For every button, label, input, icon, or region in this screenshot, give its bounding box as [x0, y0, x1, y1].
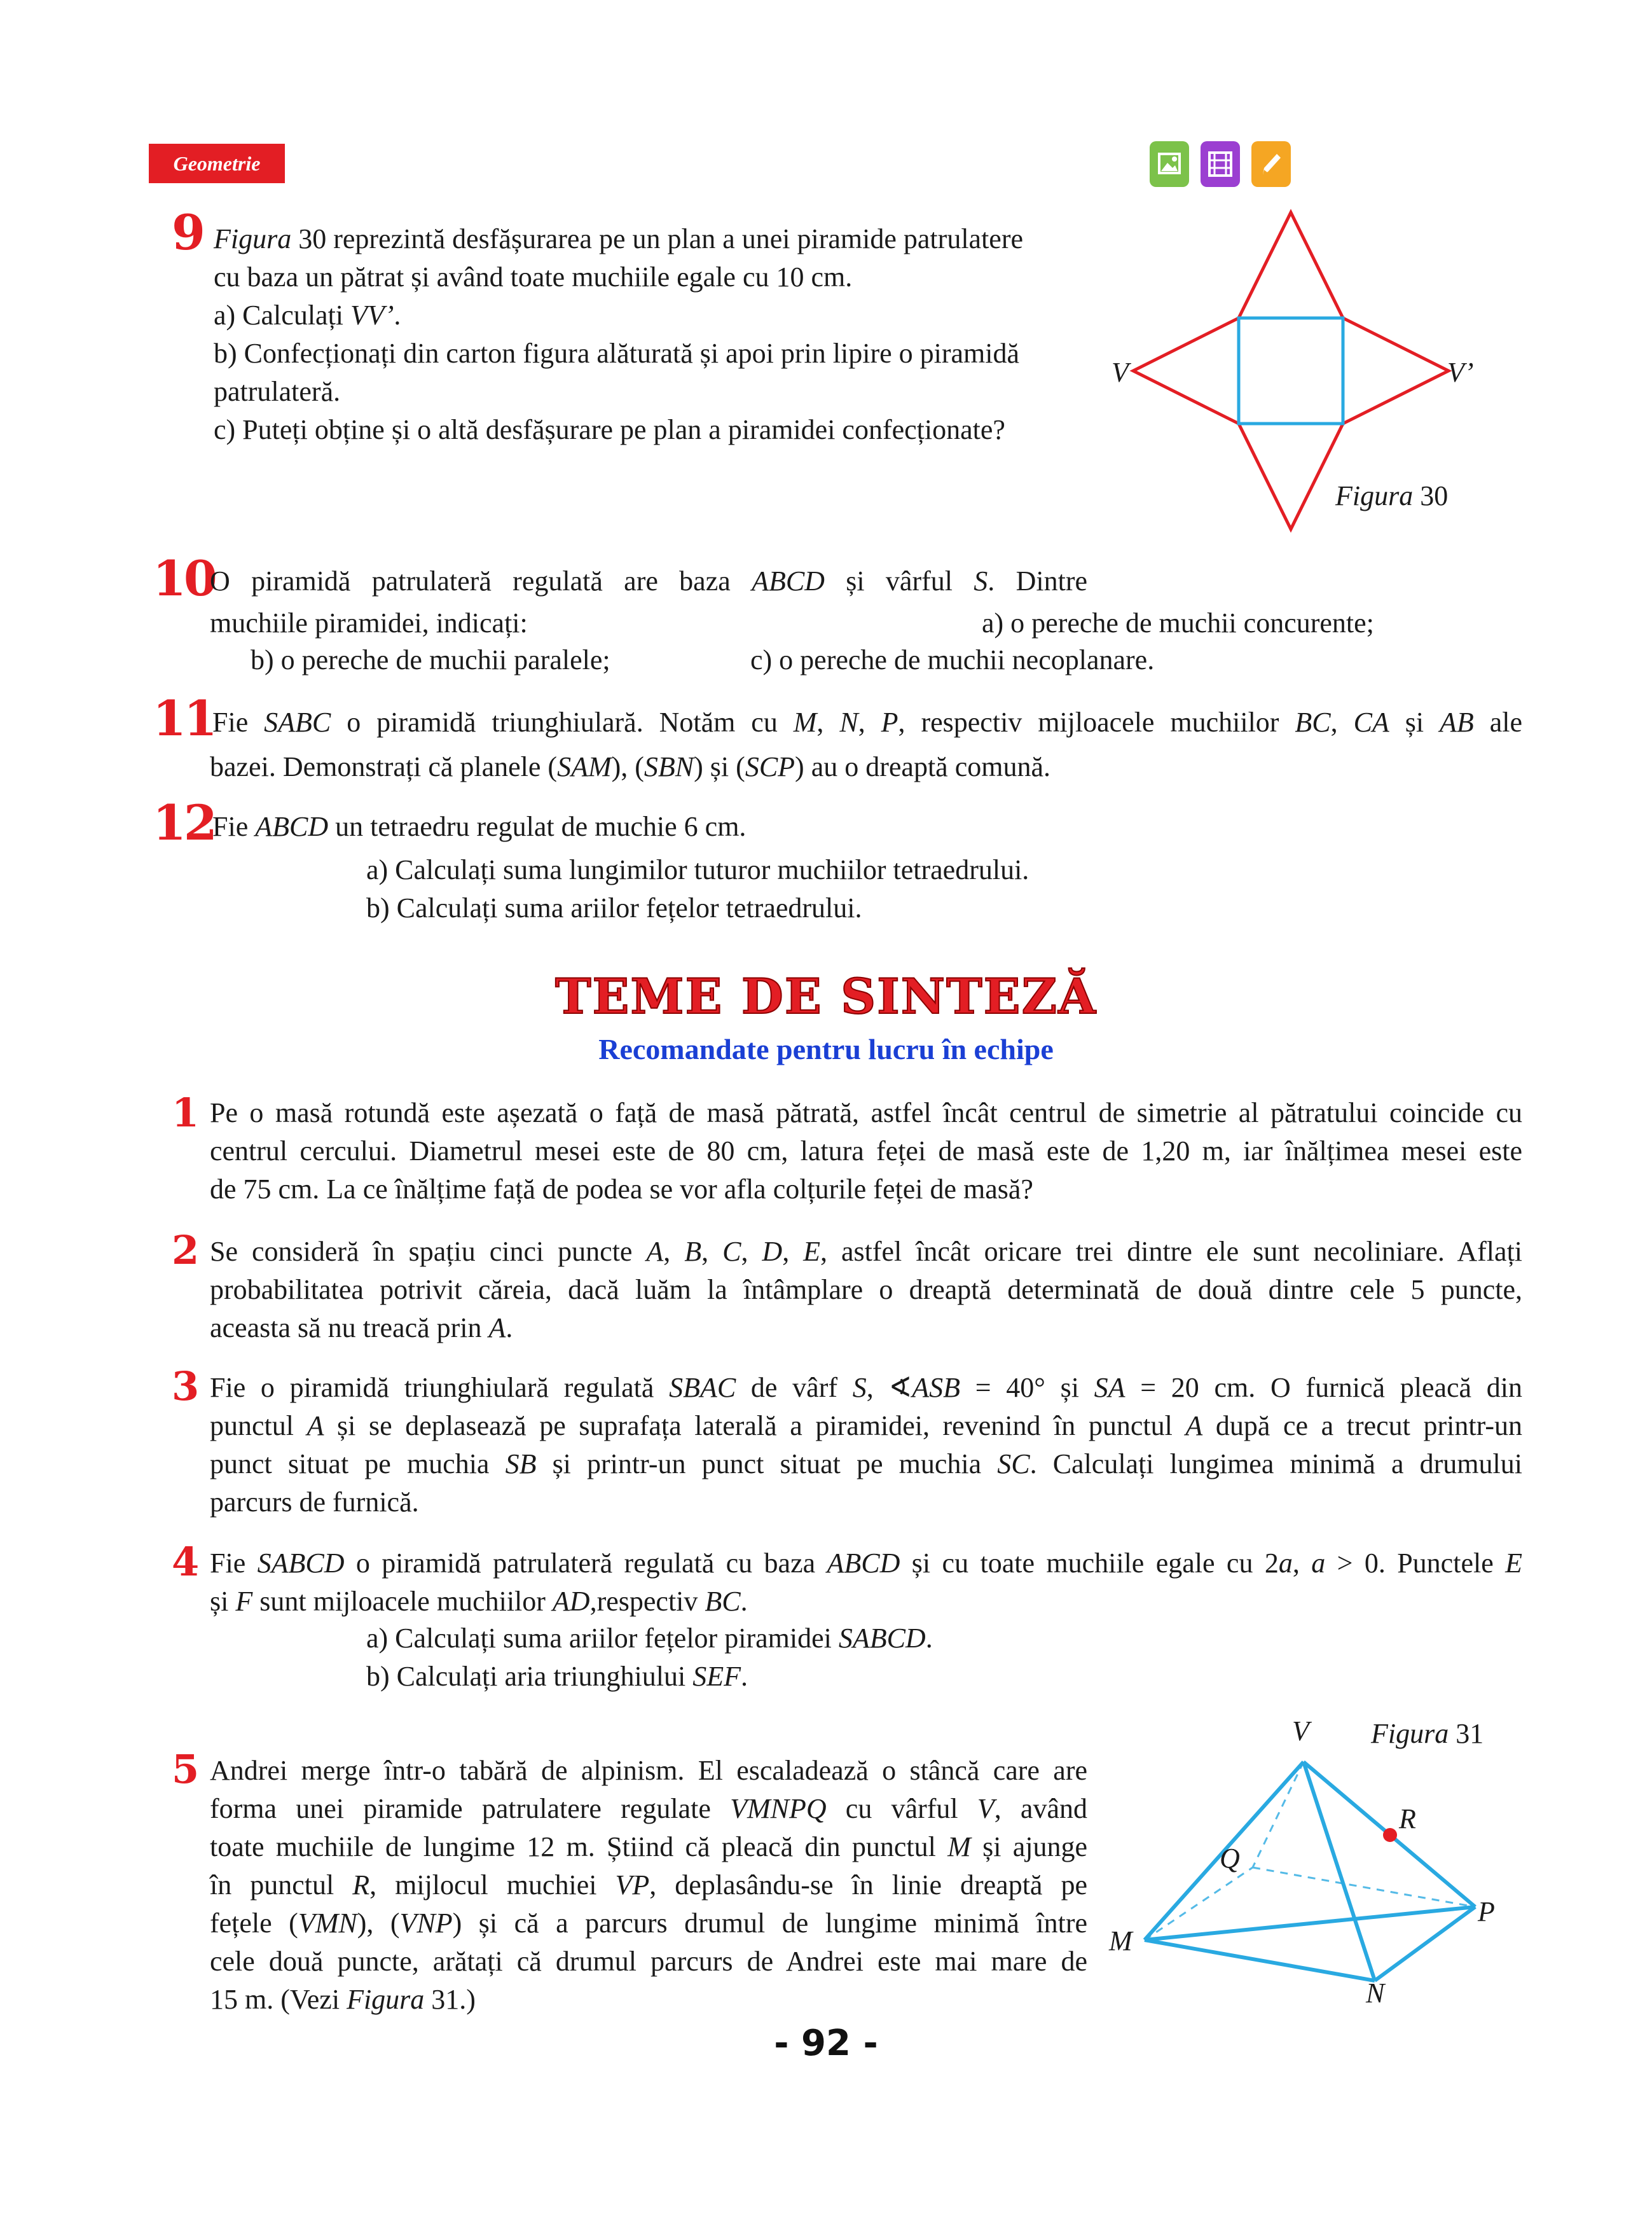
synthesis-4-number: 4	[172, 1539, 200, 1585]
s4-a1: a) Calculați suma ariilor fețelor piramidei	[366, 1623, 839, 1654]
s5-l7c: 31.)	[424, 1984, 476, 2015]
s2-t1: Se consideră în spațiu cinci puncte	[210, 1236, 647, 1267]
s3-t3: de vârf	[736, 1372, 853, 1403]
figure-ref: Figura	[214, 223, 292, 254]
s4-t5: și cu toate muchiile egale cu 2	[900, 1548, 1279, 1579]
ex10-l1a: O piramidă patrulateră regulată are baza	[210, 565, 752, 597]
synthesis-4-text	[210, 1544, 1522, 1621]
ex11-u6: SCP	[745, 751, 795, 782]
ex11-t3: o piramidă triunghiulară. Notăm cu	[331, 707, 794, 738]
s2-t9: ,	[782, 1236, 804, 1267]
figure-30-bottom-face	[1239, 424, 1343, 529]
figure-31-label-p: P	[1478, 1896, 1495, 1927]
path-mr-diagonal	[1145, 1907, 1475, 1940]
s3-t9: = 20 cm. O furnică pleacă din	[1125, 1372, 1522, 1403]
s5-l2a: forma unei piramide patrulatere regulate	[210, 1793, 731, 1824]
s3-v1: punct situat pe muchia	[210, 1448, 506, 1479]
synthesis-5-number: 5	[172, 1746, 200, 1792]
s4-option-b	[366, 1658, 748, 1696]
s4-u5: ,respectiv	[589, 1586, 705, 1617]
synthesis-2-number: 2	[172, 1227, 200, 1273]
s4-t7: ,	[1292, 1548, 1312, 1579]
ex11-u5: ) și (	[694, 751, 745, 782]
ex9-line-1-rest: 30 reprezintă desfășurarea pe un plan a unei piramide patrulatere	[291, 223, 1024, 254]
edge-vq	[1253, 1762, 1304, 1867]
s2-t8: D	[762, 1236, 783, 1267]
figure-31-label-r: R	[1399, 1803, 1416, 1834]
s3-t1: Fie o piramidă triunghiulară regulată	[210, 1372, 670, 1403]
s4-u3: sunt mijloacele muchiilor	[252, 1586, 553, 1617]
ex12-option-b: b) Calculați suma ariilor fețelor tetraedrului.	[366, 892, 862, 924]
ex9-a-var: VV’	[350, 300, 394, 331]
s4-line-1	[210, 1544, 1522, 1582]
figure-31-visible-edges	[1145, 1762, 1475, 1981]
s1-line-3: de 75 cm. La ce înălțime față de podea se vor afla colțurile feței de masă?	[210, 1174, 1033, 1205]
ex10-line-1	[210, 562, 1087, 600]
s5-l3c: și ajunge	[970, 1831, 1088, 1862]
ex11-t13: și	[1389, 707, 1440, 738]
s3-t6: ASB	[912, 1372, 961, 1403]
figure-31-caption-number: 31	[1449, 1718, 1484, 1749]
ex11-u3: ), (	[611, 751, 644, 782]
s3-line-2	[210, 1407, 1522, 1445]
s3-line-4: parcurs de furnică.	[210, 1486, 419, 1518]
ex12-t2: ABCD	[255, 811, 329, 842]
ex10-option-c: c) o pereche de muchii necoplanare.	[750, 644, 1155, 675]
s4-u1: și	[210, 1586, 236, 1617]
s4-b1: b) Calculați aria triunghiului	[366, 1661, 693, 1692]
s5-l5c: ), (	[357, 1908, 400, 1939]
point-r	[1383, 1828, 1397, 1842]
s1-line-1: Pe o masă rotundă este așezată o față de masă pătrată, astfel încât centrul de simetrie al pătratului coincide cu	[210, 1097, 1522, 1128]
figure-31-label-v: V	[1292, 1715, 1309, 1747]
s3-v5: . Calculați lungimea minimă a drumului	[1029, 1448, 1522, 1479]
s3-v4: SC	[997, 1448, 1030, 1479]
s2-t4: B	[684, 1236, 702, 1267]
ex11-t12: CA	[1353, 707, 1389, 738]
figure-31-caption	[1371, 1715, 1483, 1753]
figure-31-label-m: M	[1109, 1925, 1132, 1956]
s5-l3a: toate muchiile de lungime 12 m. Știind că pleacă din punctul	[210, 1831, 948, 1862]
ex11-u4: SBN	[644, 751, 694, 782]
s2-t6: C	[722, 1236, 741, 1267]
s5-l5e: ) și că a parcurs drumul de lungime minimă între	[452, 1908, 1088, 1939]
s4-u7: .	[740, 1586, 748, 1617]
ex12-line-1	[212, 808, 746, 846]
s5-l3b: M	[947, 1831, 971, 1862]
s4-t2: SABCD	[257, 1548, 345, 1579]
figure-30-caption-word: Figura	[1335, 480, 1414, 511]
s4-t3: o piramidă patrulateră regulată cu baza	[344, 1548, 827, 1579]
s2-l3c: .	[506, 1312, 513, 1343]
ex11-line-1	[212, 703, 1522, 742]
s4-t4: ABCD	[827, 1548, 900, 1579]
ex12-t1: Fie	[212, 811, 256, 842]
synthesis-5-text	[210, 1752, 1087, 2019]
s3-v2: SB	[505, 1448, 537, 1479]
s5-l4a: în punctul	[210, 1869, 353, 1901]
ex11-t11: ,	[1330, 707, 1354, 738]
s3-t8: SA	[1094, 1372, 1125, 1403]
figure-30-base	[1239, 318, 1343, 424]
s4-t6: a	[1278, 1548, 1293, 1579]
s3-t5: , ∢	[866, 1372, 912, 1403]
s5-l2d: V	[977, 1793, 995, 1824]
ex9-a-end: .	[394, 300, 401, 331]
s3-u4: A	[1185, 1410, 1203, 1441]
s2-t3: ,	[663, 1236, 685, 1267]
synthesis-1-text	[210, 1094, 1522, 1208]
ex11-t2: SABC	[264, 707, 331, 738]
ex11-t14: AB	[1440, 707, 1474, 738]
ex10-l1c: și vârful	[824, 565, 974, 597]
s4-b3: .	[740, 1661, 748, 1692]
synthesis-3-number: 3	[172, 1363, 200, 1409]
s2-t2: A	[646, 1236, 664, 1267]
ex11-t7: ,	[858, 707, 881, 738]
figure-31-label-q: Q	[1220, 1843, 1240, 1874]
s3-u5: după ce a trecut printr-un	[1202, 1410, 1522, 1441]
s5-l4b: R	[352, 1869, 370, 1901]
s3-v3: și printr-un punct situat pe muchia	[536, 1448, 998, 1479]
s3-u1: punctul	[210, 1410, 307, 1441]
s5-l5a: fețele (	[210, 1908, 298, 1939]
ex9-line-5: patrulateră.	[214, 376, 341, 407]
s5-l4d: VP	[615, 1869, 650, 1901]
s5-l2e: , având	[994, 1793, 1087, 1824]
s5-line-6: cele două puncte, arătați că drumul parcurs de Andrei este mai mare de	[210, 1946, 1087, 1977]
s5-l4c: , mijlocul muchiei	[369, 1869, 616, 1901]
ex9-line-3	[214, 296, 1104, 335]
s2-line-3	[210, 1309, 1522, 1347]
ex11-t4: M	[793, 707, 817, 738]
figure-31-caption-word: Figura	[1371, 1718, 1449, 1749]
figure-30-caption-number: 30	[1413, 480, 1449, 511]
edge-mn	[1145, 1940, 1375, 1981]
s3-t4: S	[852, 1372, 867, 1403]
exercise-11-number: 11	[153, 690, 215, 747]
ex9-line-6: c) Puteți obține și o altă desfășurare pe plan a piramidei confecționate?	[214, 414, 1005, 445]
synthesis-subtitle: Recomandate pentru lucru în echipe	[598, 1033, 1054, 1065]
figure-31	[1119, 1724, 1513, 2029]
s5-l7b: Figura	[347, 1984, 425, 2015]
ex11-u7: ) au o dreaptă comună.	[795, 751, 1050, 782]
ex9-line-2: cu baza un pătrat și având toate muchiile egale cu 10 cm.	[214, 261, 853, 293]
s5-l2c: cu vârful	[826, 1793, 977, 1824]
s3-u3: și se deplasează pe suprafața laterală a piramidei, revenind în punctul	[324, 1410, 1186, 1441]
figure-30-caption	[1335, 477, 1448, 515]
figure-30-left-face	[1133, 318, 1239, 424]
figure-30-top-face	[1239, 212, 1343, 318]
s4-t9: > 0. Punctele	[1325, 1548, 1506, 1579]
s5-line-4	[210, 1866, 1087, 1904]
edge-np	[1375, 1907, 1475, 1981]
s4-a2: SABCD	[838, 1623, 926, 1654]
s3-t7: = 40° și	[960, 1372, 1094, 1403]
s4-u6: BC	[705, 1586, 741, 1617]
s5-line-5	[210, 1904, 1087, 1942]
s5-l5b: VMN	[298, 1908, 357, 1939]
s3-line-3	[210, 1445, 1522, 1483]
edge-qp	[1253, 1867, 1475, 1907]
ex11-t15: ale	[1473, 707, 1523, 738]
s2-line-2: probabilitatea potrivit căreia, dacă luăm la întâmplare o dreaptă determinată de două dintre cele 5 puncte,	[210, 1274, 1522, 1305]
exercise-9-number: 9	[172, 204, 205, 261]
s4-u2: F	[235, 1586, 253, 1617]
ex11-t6: N	[839, 707, 858, 738]
ex11-t1: Fie	[212, 707, 265, 738]
ex10-option-a: a) o pereche de muchii concurente;	[982, 607, 1374, 639]
exercise-9-text	[214, 220, 1104, 449]
s2-t10: E	[803, 1236, 821, 1267]
figure-31-label-n: N	[1366, 1977, 1385, 2009]
s2-t5: ,	[701, 1236, 723, 1267]
s2-l3b: A	[488, 1312, 506, 1343]
ex9-line-4: b) Confecționați din carton figura alăturată și apoi prin lipire o piramidă	[214, 338, 1020, 369]
s2-t11: , astfel încât oricare trei dintre ele sunt necoliniare. Aflați	[820, 1236, 1523, 1267]
s4-t10: E	[1505, 1548, 1523, 1579]
s5-l7a: 15 m. (Vezi	[210, 1984, 347, 2015]
s4-u4: AD	[552, 1586, 590, 1617]
figure-30-label-v-prime: V’	[1447, 357, 1474, 388]
s5-line-3	[210, 1828, 1087, 1866]
image-icon[interactable]	[1150, 141, 1189, 187]
synthesis-title: TEME DE SINTEZĂ	[554, 968, 1098, 1025]
exercise-10-number: 10	[153, 550, 215, 607]
s4-t8: a	[1311, 1548, 1326, 1579]
edge-vn	[1304, 1762, 1375, 1981]
section-tag-label: Geometrie	[173, 152, 261, 175]
synthesis-2-text	[210, 1233, 1522, 1347]
ex9-line-1	[214, 220, 1104, 258]
s2-line-1	[210, 1233, 1522, 1271]
exercise-12-number: 12	[153, 794, 215, 851]
ex10-abcd: ABCD	[752, 565, 825, 597]
pencil-icon[interactable]	[1251, 141, 1291, 187]
s4-option-a	[366, 1619, 933, 1658]
ex9-a-label: a) Calculați	[214, 300, 351, 331]
s2-t7: ,	[741, 1236, 762, 1267]
s5-l4e: , deplasându-se în linie dreaptă pe	[649, 1869, 1087, 1901]
figure-30-right-face	[1343, 318, 1449, 424]
ex11-u2: SAM	[557, 751, 612, 782]
ex11-t8: P	[881, 707, 898, 738]
ex12-option-a: a) Calculați suma lungimilor tuturor muchiilor tetraedrului.	[366, 854, 1029, 885]
ex11-t5: ,	[816, 707, 840, 738]
s4-t1: Fie	[210, 1548, 258, 1579]
figure-30-label-v: V	[1112, 357, 1129, 388]
s5-line-2	[210, 1790, 1087, 1828]
film-icon[interactable]	[1201, 141, 1240, 187]
s5-line-7	[210, 1981, 1087, 2019]
ex11-line-2	[210, 748, 1050, 786]
ex10-option-b: b) o pereche de muchii paralele;	[251, 644, 610, 675]
s3-line-1	[210, 1369, 1522, 1407]
synthesis-1-number: 1	[172, 1090, 200, 1136]
s5-line-1: Andrei merge într-o tabără de alpinism. El escaladează o stâncă care are	[210, 1755, 1087, 1786]
ex10-line-2: muchiile piramidei, indicați:	[210, 607, 528, 639]
page-number: - 92 -	[774, 2023, 878, 2064]
s3-t2: SBAC	[669, 1372, 736, 1403]
s4-b2: SEF	[692, 1661, 741, 1692]
ex11-t10: BC	[1295, 707, 1331, 738]
synthesis-3-text	[210, 1369, 1522, 1521]
s4-line-2	[210, 1582, 1522, 1621]
ex10-l1e: . Dintre	[988, 565, 1088, 597]
ex11-u1: bazei. Demonstrați că planele (	[210, 751, 558, 782]
s5-l5d: VNP	[399, 1908, 453, 1939]
s1-line-2: centrul cercului. Diametrul mesei este de 80 cm, latura feței de masă este de 1,20 m, iar înălțimea mesei este	[210, 1135, 1522, 1167]
s5-l2b: VMNPQ	[730, 1793, 827, 1824]
ex11-t9: , respectiv mijloacele muchiilor	[898, 707, 1295, 738]
ex12-t3: un tetraedru regulat de muchie 6 cm.	[328, 811, 747, 842]
s3-u2: A	[306, 1410, 324, 1441]
s4-a3: .	[925, 1623, 933, 1654]
s2-l3a: aceasta să nu treacă prin	[210, 1312, 489, 1343]
ex10-s: S	[974, 565, 988, 597]
